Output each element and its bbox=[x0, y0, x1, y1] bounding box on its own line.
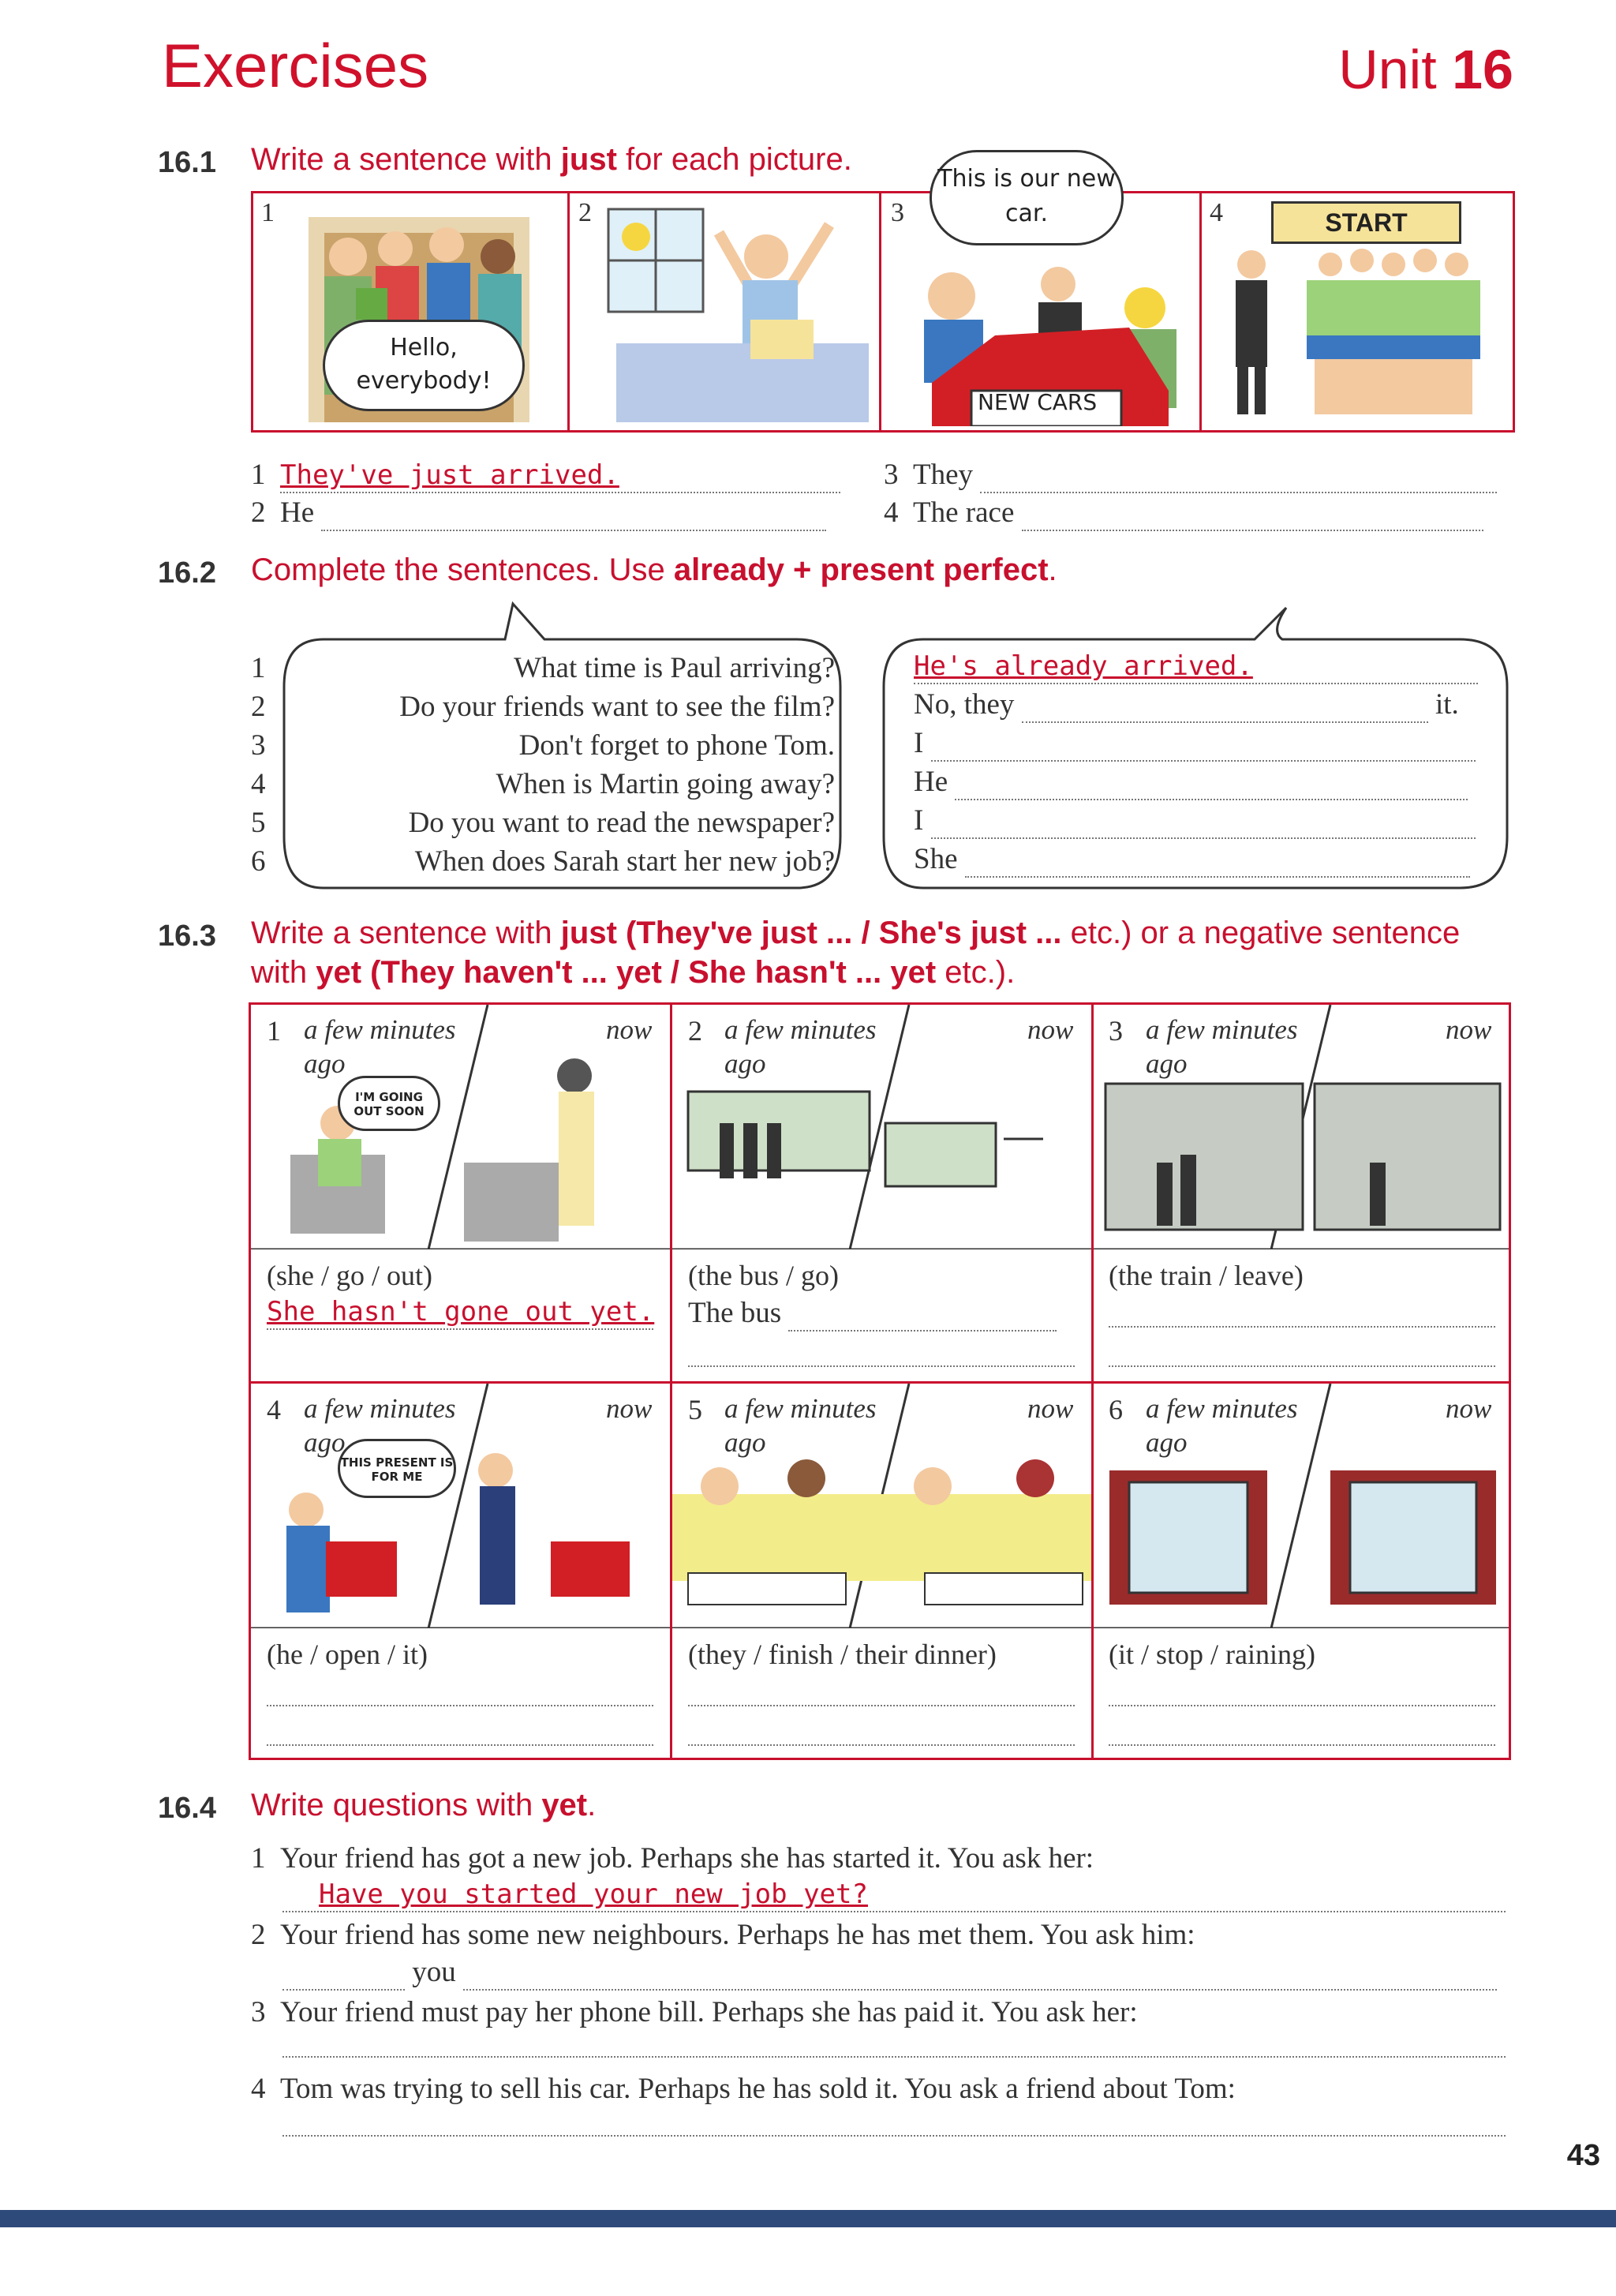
answer-field[interactable] bbox=[688, 1744, 1075, 1746]
exercise-number-16-4: 16.4 bbox=[158, 1792, 216, 1825]
start-banner: START bbox=[1271, 201, 1461, 244]
now-label: now bbox=[1027, 1393, 1074, 1424]
answer-item: He bbox=[914, 765, 1482, 803]
cue-text: (they / finish / their dinner) bbox=[688, 1639, 997, 1670]
answer-field[interactable] bbox=[965, 842, 1470, 878]
instruction-16-3-line2: with yet (They haven't ... yet / She hasn't ... yet etc.). bbox=[251, 955, 1016, 990]
exercise-number-16-2: 16.2 bbox=[158, 556, 216, 590]
answer-field[interactable] bbox=[1109, 1326, 1495, 1328]
unit-label: Unit 16 bbox=[1338, 39, 1513, 100]
speech-bubble: THIS PRESENT IS FOR ME bbox=[338, 1439, 456, 1498]
ago-label-2: ago bbox=[1146, 1048, 1188, 1079]
picture-number: 2 bbox=[578, 198, 592, 227]
question-prompt-2: 2 Your friend has some new neighbours. Perhaps he has met them. You ask him: bbox=[251, 1919, 1195, 1951]
answer-field[interactable] bbox=[282, 2056, 1506, 2058]
answer-line-3: 3 They bbox=[884, 458, 1497, 493]
cue-text: (the train / leave) bbox=[1109, 1260, 1304, 1291]
cell-number: 4 bbox=[267, 1394, 281, 1425]
speech-bubble: Hello, everybody! bbox=[323, 320, 525, 411]
ago-label-2: ago bbox=[304, 1427, 346, 1458]
cue-text: (it / stop / raining) bbox=[1109, 1639, 1315, 1670]
answer-field[interactable] bbox=[1022, 496, 1483, 531]
answer-field[interactable] bbox=[282, 2135, 1506, 2137]
answer-line-1: 1 They've just arrived. bbox=[251, 458, 840, 493]
picture-strip-16-1 bbox=[251, 191, 1515, 433]
picture-number: 4 bbox=[1210, 198, 1223, 227]
answer-field[interactable] bbox=[1109, 1705, 1495, 1706]
question-item: 1 What time is Paul arriving? bbox=[251, 652, 835, 684]
answer-field[interactable] bbox=[321, 496, 826, 531]
ago-label: a few minutes bbox=[724, 1393, 877, 1424]
picture-number: 1 bbox=[261, 198, 275, 227]
question-prompt-3: 3 Your friend must pay her phone bill. Perhaps she has paid it. You ask her: bbox=[251, 1996, 1138, 2028]
now-label: now bbox=[1446, 1014, 1492, 1045]
answer-item: She bbox=[914, 842, 1482, 881]
ago-label: a few minutes bbox=[724, 1014, 877, 1045]
question-item: 3 Don't forget to phone Tom. bbox=[251, 729, 835, 762]
page-number: 43 bbox=[1566, 2139, 1600, 2172]
instruction-16-4: Write questions with yet. bbox=[251, 1788, 597, 1822]
ago-label: a few minutes bbox=[304, 1393, 456, 1424]
cell-number: 2 bbox=[688, 1015, 702, 1047]
new-cars-sign: NEW CARS bbox=[978, 389, 1098, 415]
exercise-number-16-1: 16.1 bbox=[158, 146, 216, 179]
cell-number: 5 bbox=[688, 1394, 702, 1425]
question-item: 5 Do you want to read the newspaper? bbox=[251, 807, 835, 839]
ago-label: a few minutes bbox=[1146, 1393, 1298, 1424]
answer-field[interactable] bbox=[688, 1365, 1075, 1367]
page-title: Exercises bbox=[162, 31, 429, 100]
cell-number: 1 bbox=[267, 1015, 281, 1047]
now-label: now bbox=[1027, 1014, 1074, 1045]
answer-field[interactable] bbox=[1109, 1744, 1495, 1746]
instruction-16-2: Complete the sentences. Use already + present perfect. bbox=[251, 552, 1057, 587]
waking-up-illustration bbox=[600, 201, 873, 426]
ago-label-2: ago bbox=[724, 1427, 766, 1458]
answer-line-4: 4 The race bbox=[884, 496, 1483, 531]
question-answer-2: you bbox=[282, 1955, 1497, 1991]
question-item: 6 When does Sarah start her new job? bbox=[251, 845, 835, 878]
answer-field[interactable] bbox=[282, 1955, 405, 1991]
cell-answer: She hasn't gone out yet. bbox=[267, 1294, 653, 1330]
ago-label-2: ago bbox=[304, 1048, 346, 1079]
answer-field[interactable] bbox=[267, 1744, 653, 1746]
answer-field[interactable] bbox=[931, 726, 1476, 762]
answer-field[interactable] bbox=[788, 1296, 1057, 1332]
question-prompt-1: 1 Your friend has got a new job. Perhaps she has started it. You ask her: bbox=[251, 1842, 1094, 1875]
question-list bbox=[251, 651, 835, 883]
now-label: now bbox=[1446, 1393, 1492, 1424]
ago-label: a few minutes bbox=[304, 1014, 456, 1045]
race-start-illustration bbox=[1212, 241, 1512, 426]
cell-number: 6 bbox=[1109, 1394, 1123, 1425]
now-label: now bbox=[606, 1014, 653, 1045]
question-prompt-4: 4 Tom was trying to sell his car. Perhaps he has sold it. You ask a friend about Tom: bbox=[251, 2073, 1236, 2105]
instruction-16-3-line1: Write a sentence with just (They've just ... / She's just ... etc.) or a negative sentence bbox=[251, 916, 1461, 950]
answer-list bbox=[914, 649, 1482, 881]
question-answer-1: Have you started your new job yet? bbox=[282, 1877, 1506, 1912]
ago-label-2: ago bbox=[1146, 1427, 1188, 1458]
answer-item: No, they it. bbox=[914, 687, 1482, 726]
now-label: now bbox=[606, 1393, 653, 1424]
bottom-bar bbox=[0, 2210, 1616, 2227]
answer-field[interactable] bbox=[1022, 687, 1428, 723]
cue-text: (he / open / it) bbox=[267, 1639, 428, 1670]
answer-item: I bbox=[914, 803, 1482, 842]
picture-number: 3 bbox=[891, 198, 904, 227]
answer-field[interactable] bbox=[1109, 1365, 1495, 1367]
exercise-number-16-3: 16.3 bbox=[158, 920, 216, 953]
ago-label-2: ago bbox=[724, 1048, 766, 1079]
cue-text: (she / go / out) bbox=[267, 1260, 432, 1291]
instruction-16-1: Write a sentence with just for each picture. bbox=[251, 142, 852, 177]
cell-answer: The bus bbox=[688, 1296, 1057, 1332]
answer-line-2: 2 He bbox=[251, 496, 826, 531]
cell-number: 3 bbox=[1109, 1015, 1123, 1047]
answer-item: I bbox=[914, 726, 1482, 765]
answer-field[interactable] bbox=[955, 765, 1468, 800]
question-item: 4 When is Martin going away? bbox=[251, 768, 835, 800]
answer-field[interactable] bbox=[931, 803, 1476, 839]
answer-field[interactable] bbox=[463, 1955, 1497, 1991]
answer-item: He's already arrived. bbox=[914, 649, 1482, 687]
question-item: 2 Do your friends want to see the film? bbox=[251, 691, 835, 723]
answer-field[interactable] bbox=[980, 458, 1497, 493]
speech-bubble: I'M GOING OUT SOON bbox=[338, 1076, 440, 1131]
speech-bubble: This is our new car. bbox=[930, 150, 1124, 245]
answer-field[interactable] bbox=[688, 1705, 1075, 1706]
ago-label: a few minutes bbox=[1146, 1014, 1298, 1045]
cue-text: (the bus / go) bbox=[688, 1260, 839, 1291]
answer-field[interactable] bbox=[267, 1705, 653, 1706]
